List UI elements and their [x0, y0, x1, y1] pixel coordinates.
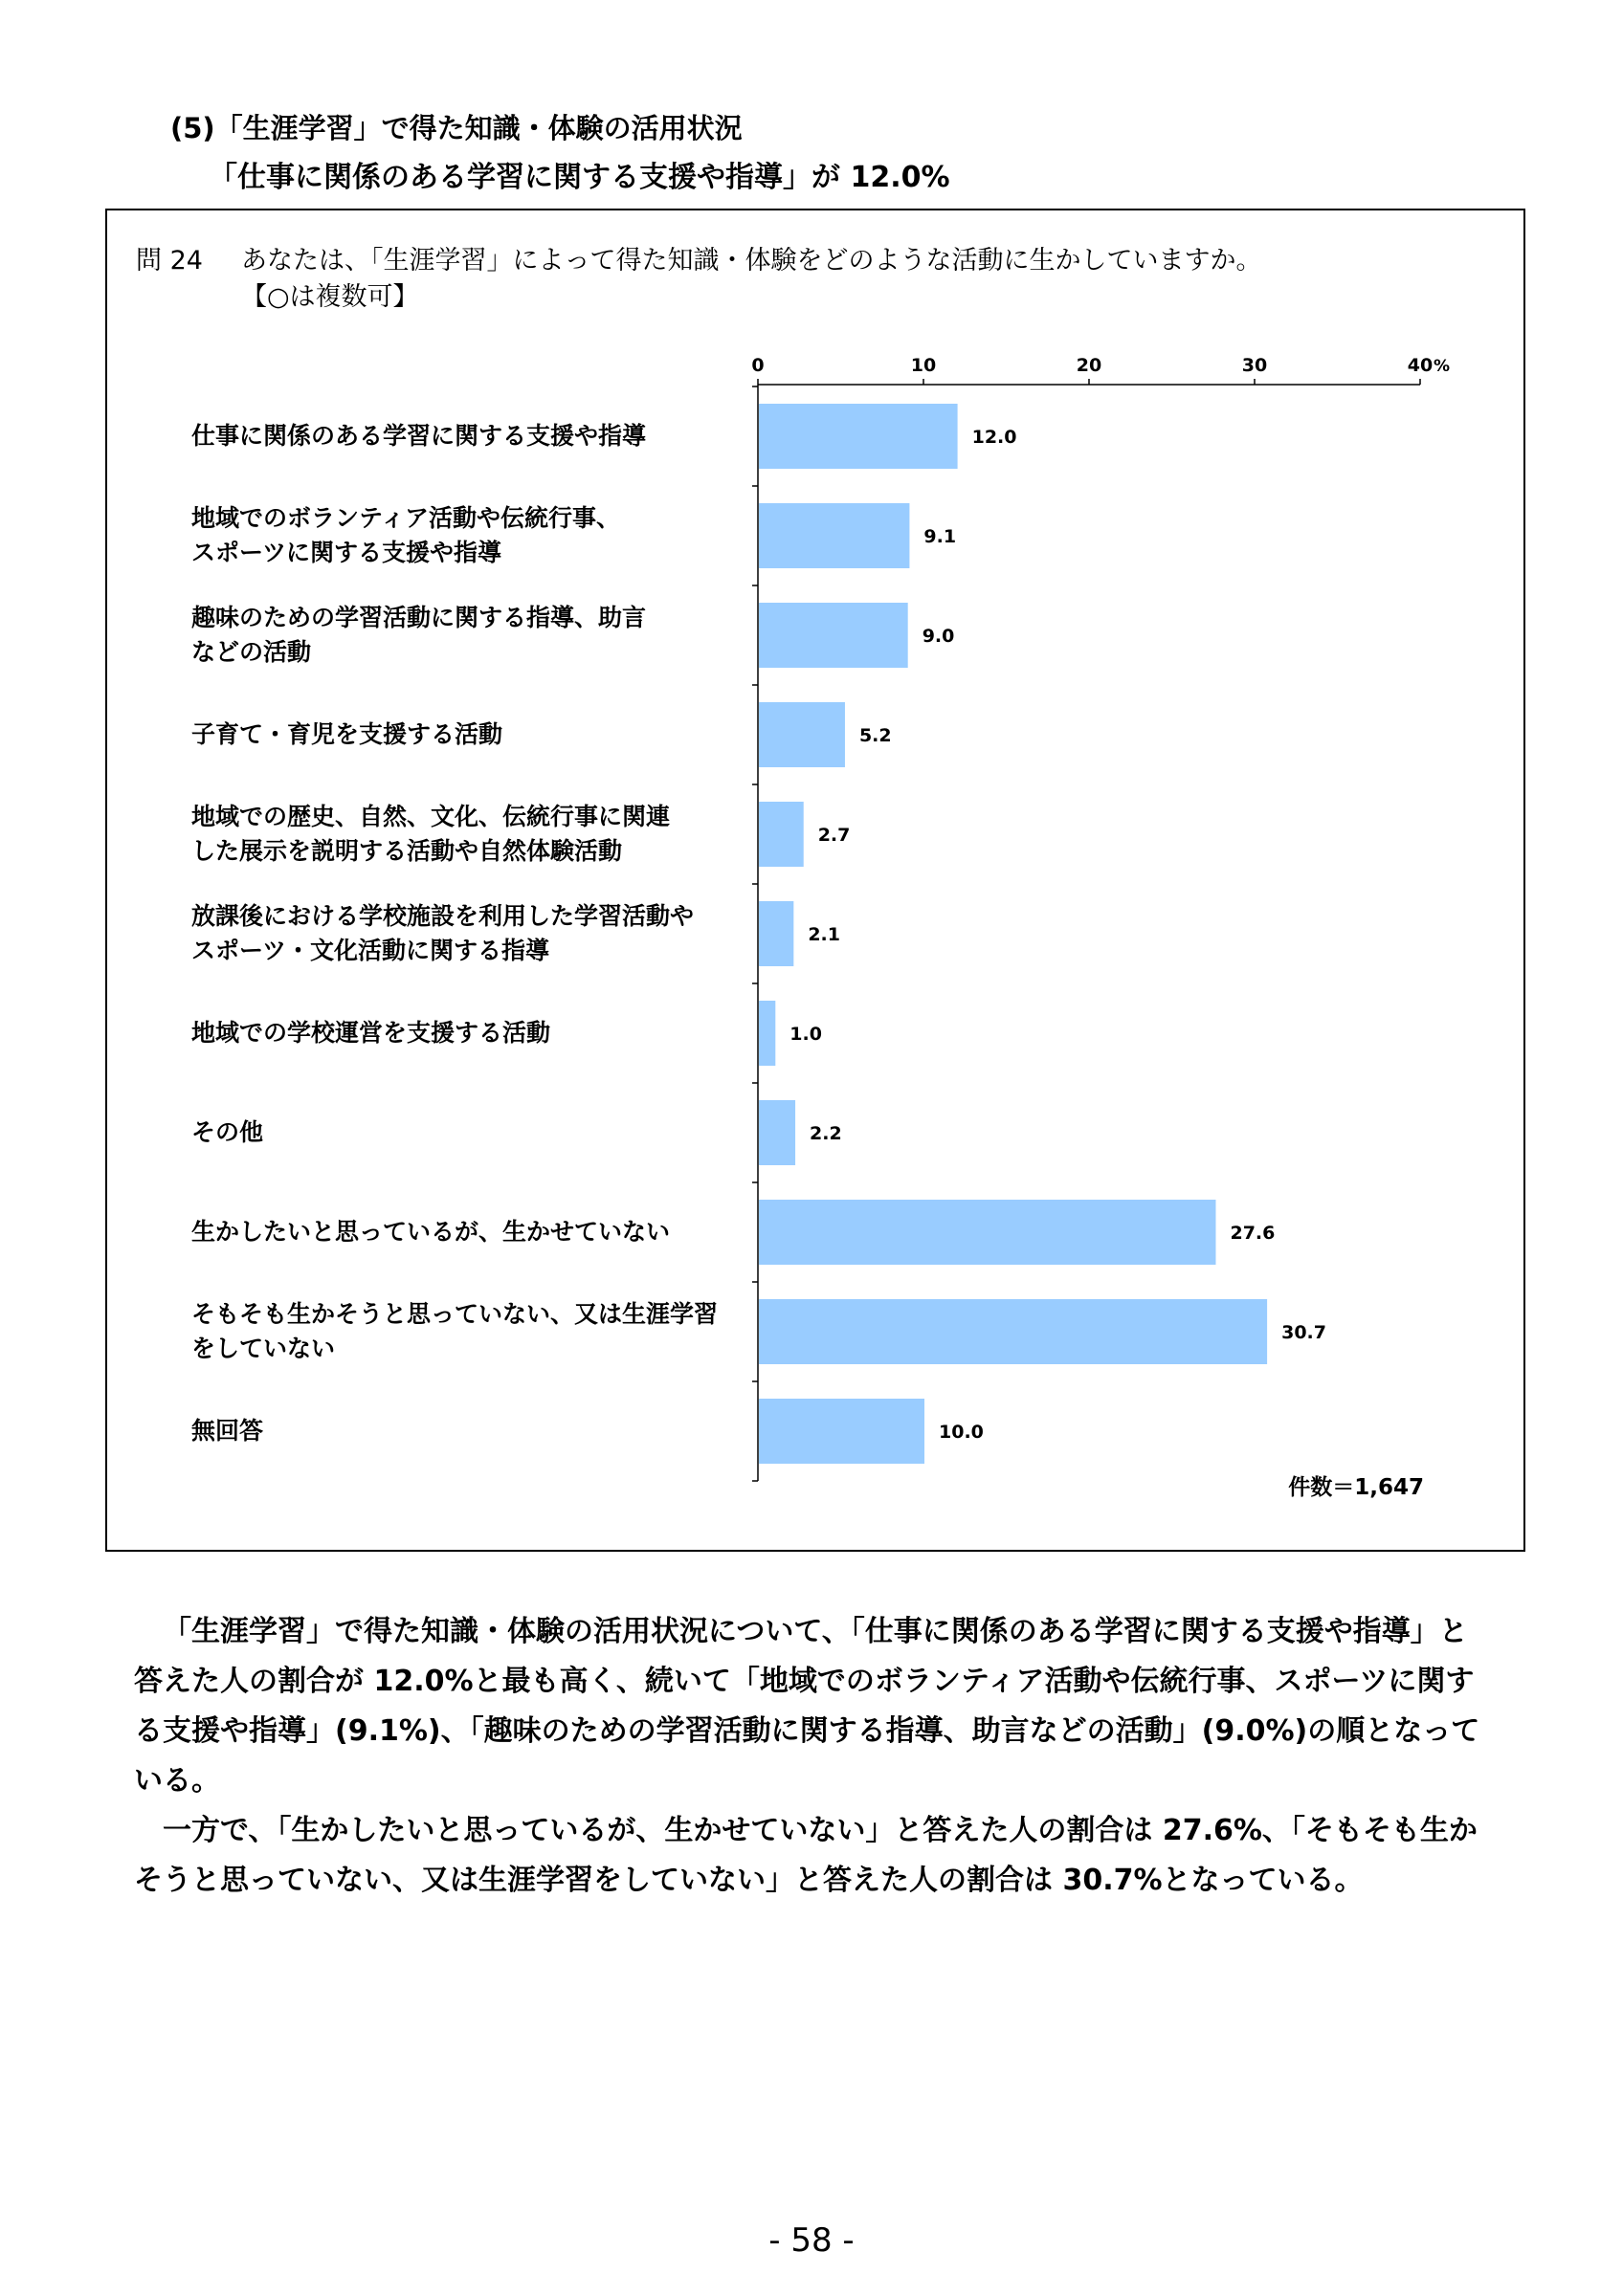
bar-value-label: 1.0	[789, 1024, 822, 1045]
bar-chart	[107, 210, 1523, 1550]
bar-value-label: 5.2	[858, 725, 892, 746]
bar	[759, 901, 793, 966]
bar	[759, 404, 958, 469]
bar-value-label: 27.6	[1230, 1223, 1276, 1244]
summary-paragraph: 「生涯学習」で得た知識・体験の活用状況について、「仕事に関係のある学習に関する支援や指導」と答えた人の割合が 12.0%と最も高く、続いて「地域でのボランティア活動や伝統行事、スポーツに関する支援や指導」(9.1%)、「趣味のための学習活動に関する指導、助言などの活動」(9.0%)の順となっている。	[134, 1615, 1480, 1798]
bar-value-label: 10.0	[939, 1422, 984, 1443]
bar	[759, 603, 908, 668]
category-label: 仕事に関係のある学習に関する支援や指導	[191, 422, 647, 450]
category-label: 放課後における学校施設を利用した学習活動や スポーツ・文化活動に関する指導	[191, 902, 695, 964]
category-label: 地域でのボランティア活動や伝統行事、 スポーツに関する支援や指導	[191, 504, 621, 566]
bar-value-label: 30.7	[1281, 1322, 1327, 1343]
x-tick-label: 10	[910, 355, 937, 376]
category-label: 子育て・育児を支援する活動	[191, 720, 503, 748]
category-label: 地域での歴史、自然、文化、伝統行事に関連 した展示を説明する活動や自然体験活動	[191, 803, 671, 865]
question-number: 問 24	[136, 246, 203, 276]
bar	[759, 802, 804, 867]
category-label: その他	[191, 1118, 264, 1146]
bar-value-label: 9.0	[922, 626, 955, 647]
x-tick-label: 30	[1241, 355, 1268, 376]
category-label: 趣味のための学習活動に関する指導、助言 などの活動	[191, 604, 647, 666]
question-note: 【○は複数可】	[241, 282, 419, 312]
x-tick-label: 20	[1076, 355, 1102, 376]
bar-value-label: 12.0	[971, 427, 1017, 448]
section-subheading: 「仕事に関係のある学習に関する支援や指導」が 12.0%	[209, 161, 950, 194]
chart-frame	[105, 209, 1525, 1552]
category-label: そもそも生かそうと思っていない、又は生涯学習 をしていない	[191, 1300, 719, 1362]
page-number: - 58 -	[768, 2221, 855, 2260]
section-heading: (5)「生涯学習」で得た知識・体験の活用状況	[170, 112, 743, 144]
summary-text	[134, 1607, 1493, 1906]
category-label: 地域での学校運営を支援する活動	[191, 1019, 551, 1047]
x-tick-label: 0	[751, 355, 765, 376]
response-count: 件数＝1,647	[1288, 1475, 1424, 1500]
bar	[759, 1299, 1267, 1364]
bar-value-label: 2.2	[810, 1123, 842, 1144]
bar	[759, 1399, 924, 1464]
question-text: あなたは、「生涯学習」によって得た知識・体験をどのような活動に生かしていますか。	[241, 246, 1262, 276]
x-unit-label: %	[1434, 357, 1451, 376]
bar-value-label: 2.7	[817, 825, 851, 846]
x-tick-label: 40	[1407, 355, 1434, 376]
bar-value-label: 2.1	[808, 924, 841, 945]
bar	[759, 1100, 795, 1165]
bar	[759, 1200, 1215, 1265]
bar-value-label: 9.1	[923, 526, 957, 547]
bar	[759, 503, 909, 568]
category-label: 生かしたいと思っているが、生かせていない	[191, 1218, 671, 1246]
bar	[759, 1001, 775, 1066]
category-label: 無回答	[191, 1417, 264, 1445]
bar	[759, 702, 845, 767]
summary-paragraph: 一方で、「生かしたいと思っているが、生かせていない」と答えた人の割合は 27.6%、「そもそも生かそうと思っていない、又は生涯学習をしていない」と答えた人の割合は 30.7%となっている。	[134, 1814, 1478, 1897]
